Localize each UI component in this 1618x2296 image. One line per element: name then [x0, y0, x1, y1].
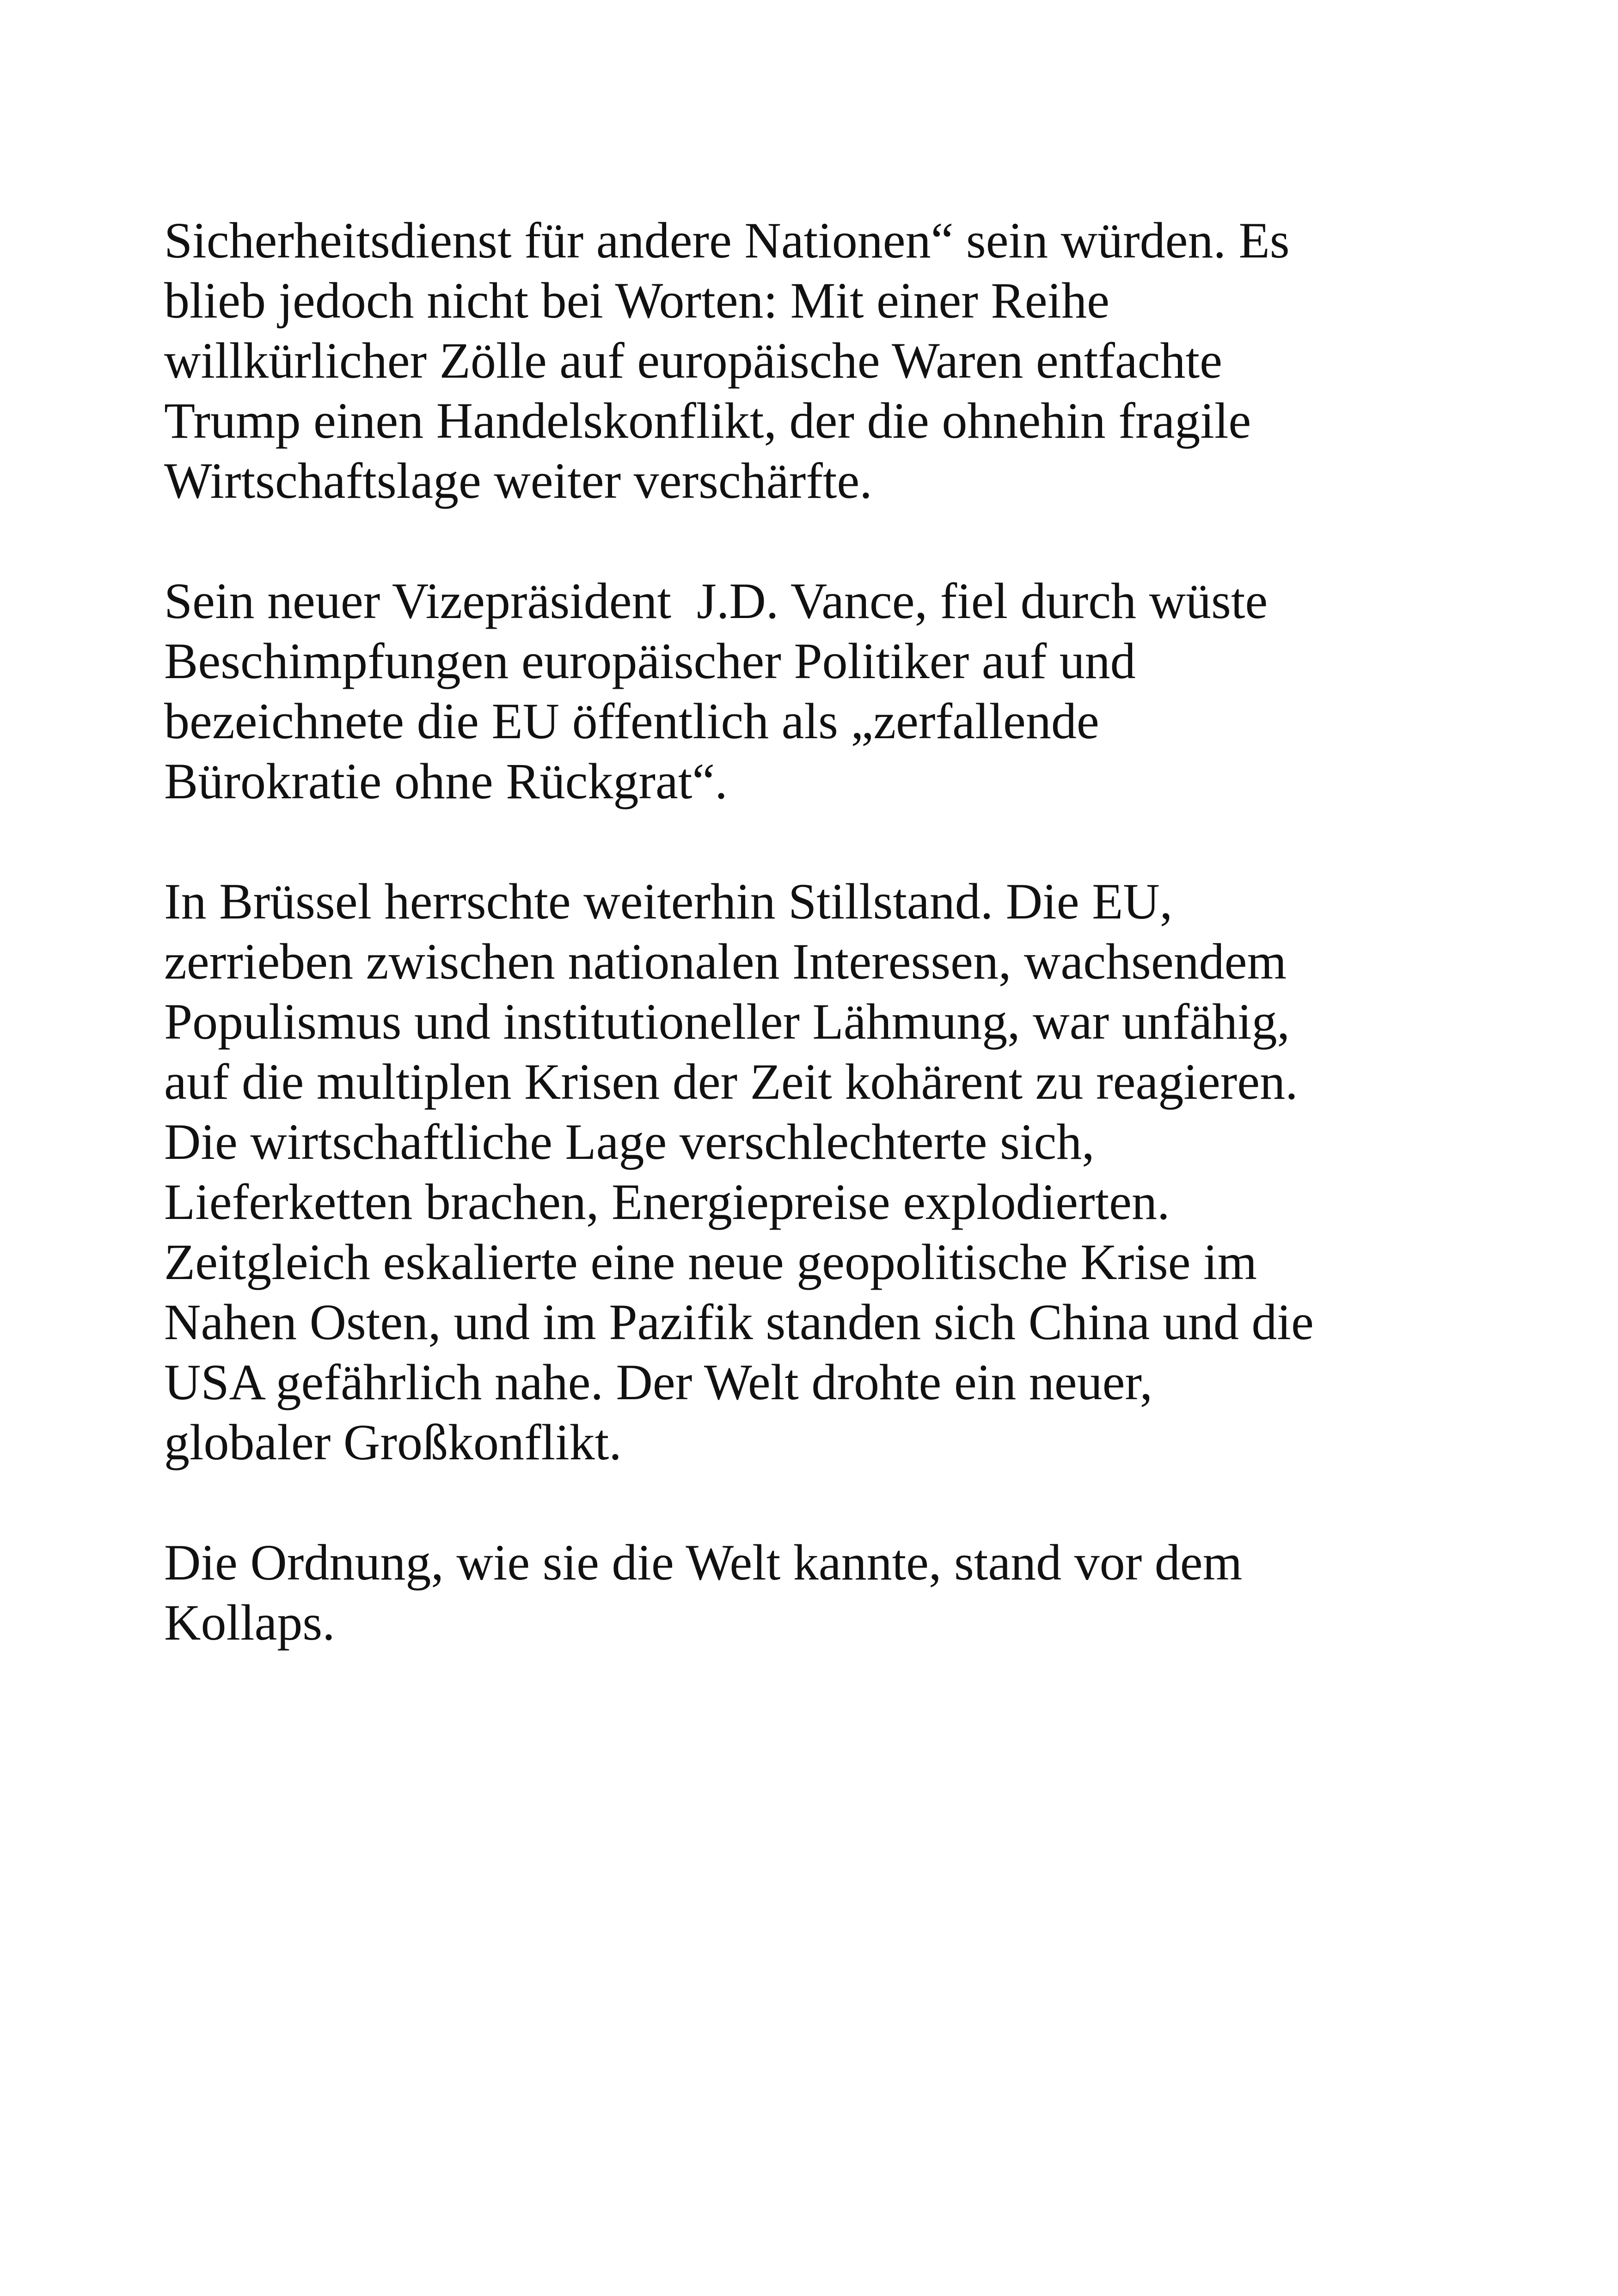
text-line: Beschimpfungen europäischer Politiker auf und [164, 633, 1136, 689]
text-line: Die wirtschaftliche Lage verschlechterte sich, [164, 1114, 1095, 1170]
text-line: Die Ordnung, wie sie die Welt kannte, stand vor dem [164, 1534, 1243, 1591]
text-line: Populismus und institutioneller Lähmung, war unfähig, [164, 993, 1290, 1050]
text-line: willkürlicher Zölle auf europäische Waren entfachte [164, 332, 1222, 389]
paragraph-4 [164, 1532, 1412, 1653]
text-line: Trump einen Handelskonflikt, der die ohnehin fragile [164, 392, 1251, 449]
paragraph-2 [164, 571, 1412, 811]
text-line: Zeitgleich eskalierte eine neue geopolitische Krise im [164, 1234, 1257, 1290]
paragraph-3 [164, 871, 1412, 1472]
text-line: In Brüssel herrschte weiterhin Stillstand. Die EU, [164, 873, 1173, 930]
text-line: Wirtschaftslage weiter verschärfte. [164, 453, 872, 509]
text-line: Lieferketten brachen, Energiepreise explodierten. [164, 1174, 1170, 1230]
text-line: Bürokratie ohne Rückgrat“. [164, 753, 728, 809]
text-line: Sicherheitsdienst für andere Nationen“ sein würden. Es [164, 212, 1290, 269]
text-line: zerrieben zwischen nationalen Interessen, wachsendem [164, 933, 1287, 990]
text-line: auf die multiplen Krisen der Zeit kohärent zu reagieren. [164, 1053, 1298, 1110]
paragraph-1 [164, 210, 1412, 511]
text-line: blieb jedoch nicht bei Worten: Mit einer Reihe [164, 272, 1109, 329]
body-text [164, 210, 1412, 1713]
text-line: USA gefährlich nahe. Der Welt drohte ein neuer, [164, 1354, 1153, 1410]
text-line: Sein neuer Vizepräsident J.D. Vance, fiel durch wüste [164, 573, 1268, 629]
text-line: Kollaps. [164, 1594, 335, 1651]
text-line: bezeichnete die EU öffentlich als „zerfallende [164, 693, 1099, 749]
text-line: Nahen Osten, und im Pazifik standen sich China und die [164, 1294, 1314, 1350]
text-line: globaler Großkonflikt. [164, 1414, 622, 1470]
